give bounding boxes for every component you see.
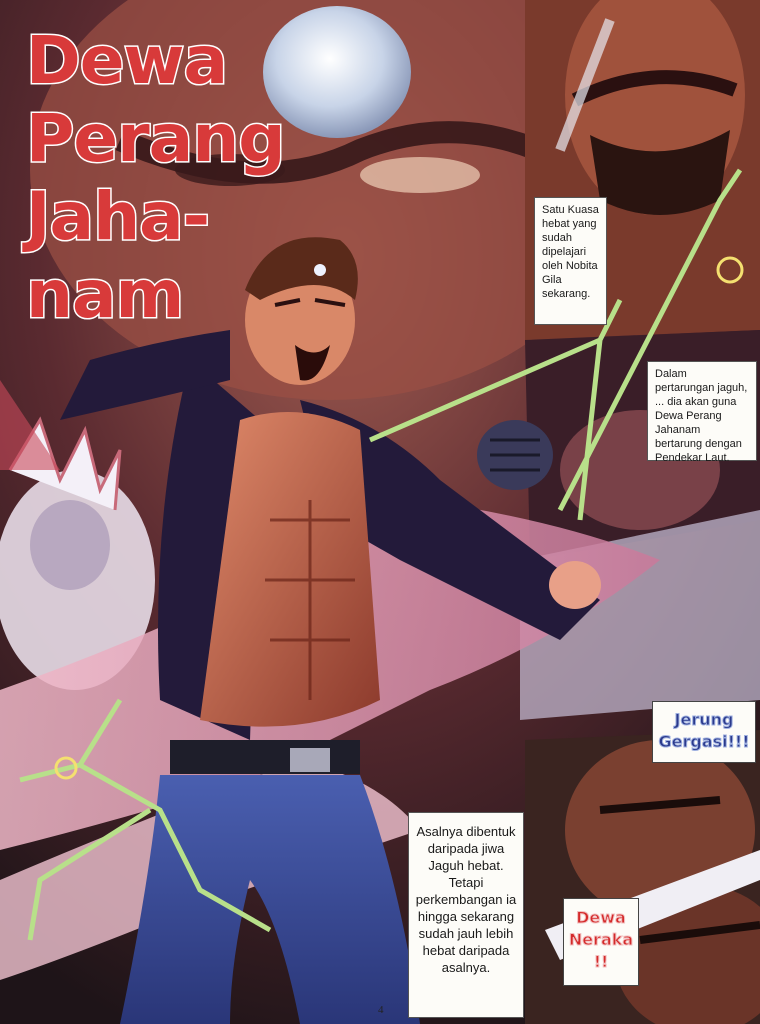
fist-right (549, 561, 601, 609)
caption-box-1: Satu Kuasa hebat yang sudah dipelajari oleh Nobita Gila sekarang. (534, 197, 607, 325)
caption-box-2: Dalam pertarungan jaguh, ... dia akan guna Dewa Perang Jahanam bertarung dengan Pendekar Laut. (647, 361, 757, 461)
page-number: 4 (378, 1004, 384, 1016)
fist-raised-icon (477, 420, 553, 490)
title-line-1: Dewa (26, 22, 228, 99)
shout2-line-1: Dewa (576, 908, 626, 927)
title-line-4: nam (26, 256, 184, 333)
shout2-line-2: Neraka (568, 930, 634, 949)
shout1-line-1: Jerung (674, 710, 734, 729)
forehead-orb (263, 6, 411, 138)
title-line-3: Jaha- (26, 178, 210, 255)
shout1-line-2: Gergasi!!! (658, 732, 750, 751)
title-line-2: Perang (26, 100, 285, 177)
page-title (26, 22, 284, 334)
shout2-line-3: !! (593, 952, 609, 971)
shout-dewa-neraka (563, 898, 639, 986)
caption-box-3: Asalnya dibentuk daripada jiwa Jaguh hebat. Tetapi perkembangan ia hingga sekarang sudah jauh lebih hebat daripada asalnya. (408, 812, 524, 1018)
main-character-belt (170, 740, 360, 774)
shout-jerung-gergasi (652, 701, 756, 763)
